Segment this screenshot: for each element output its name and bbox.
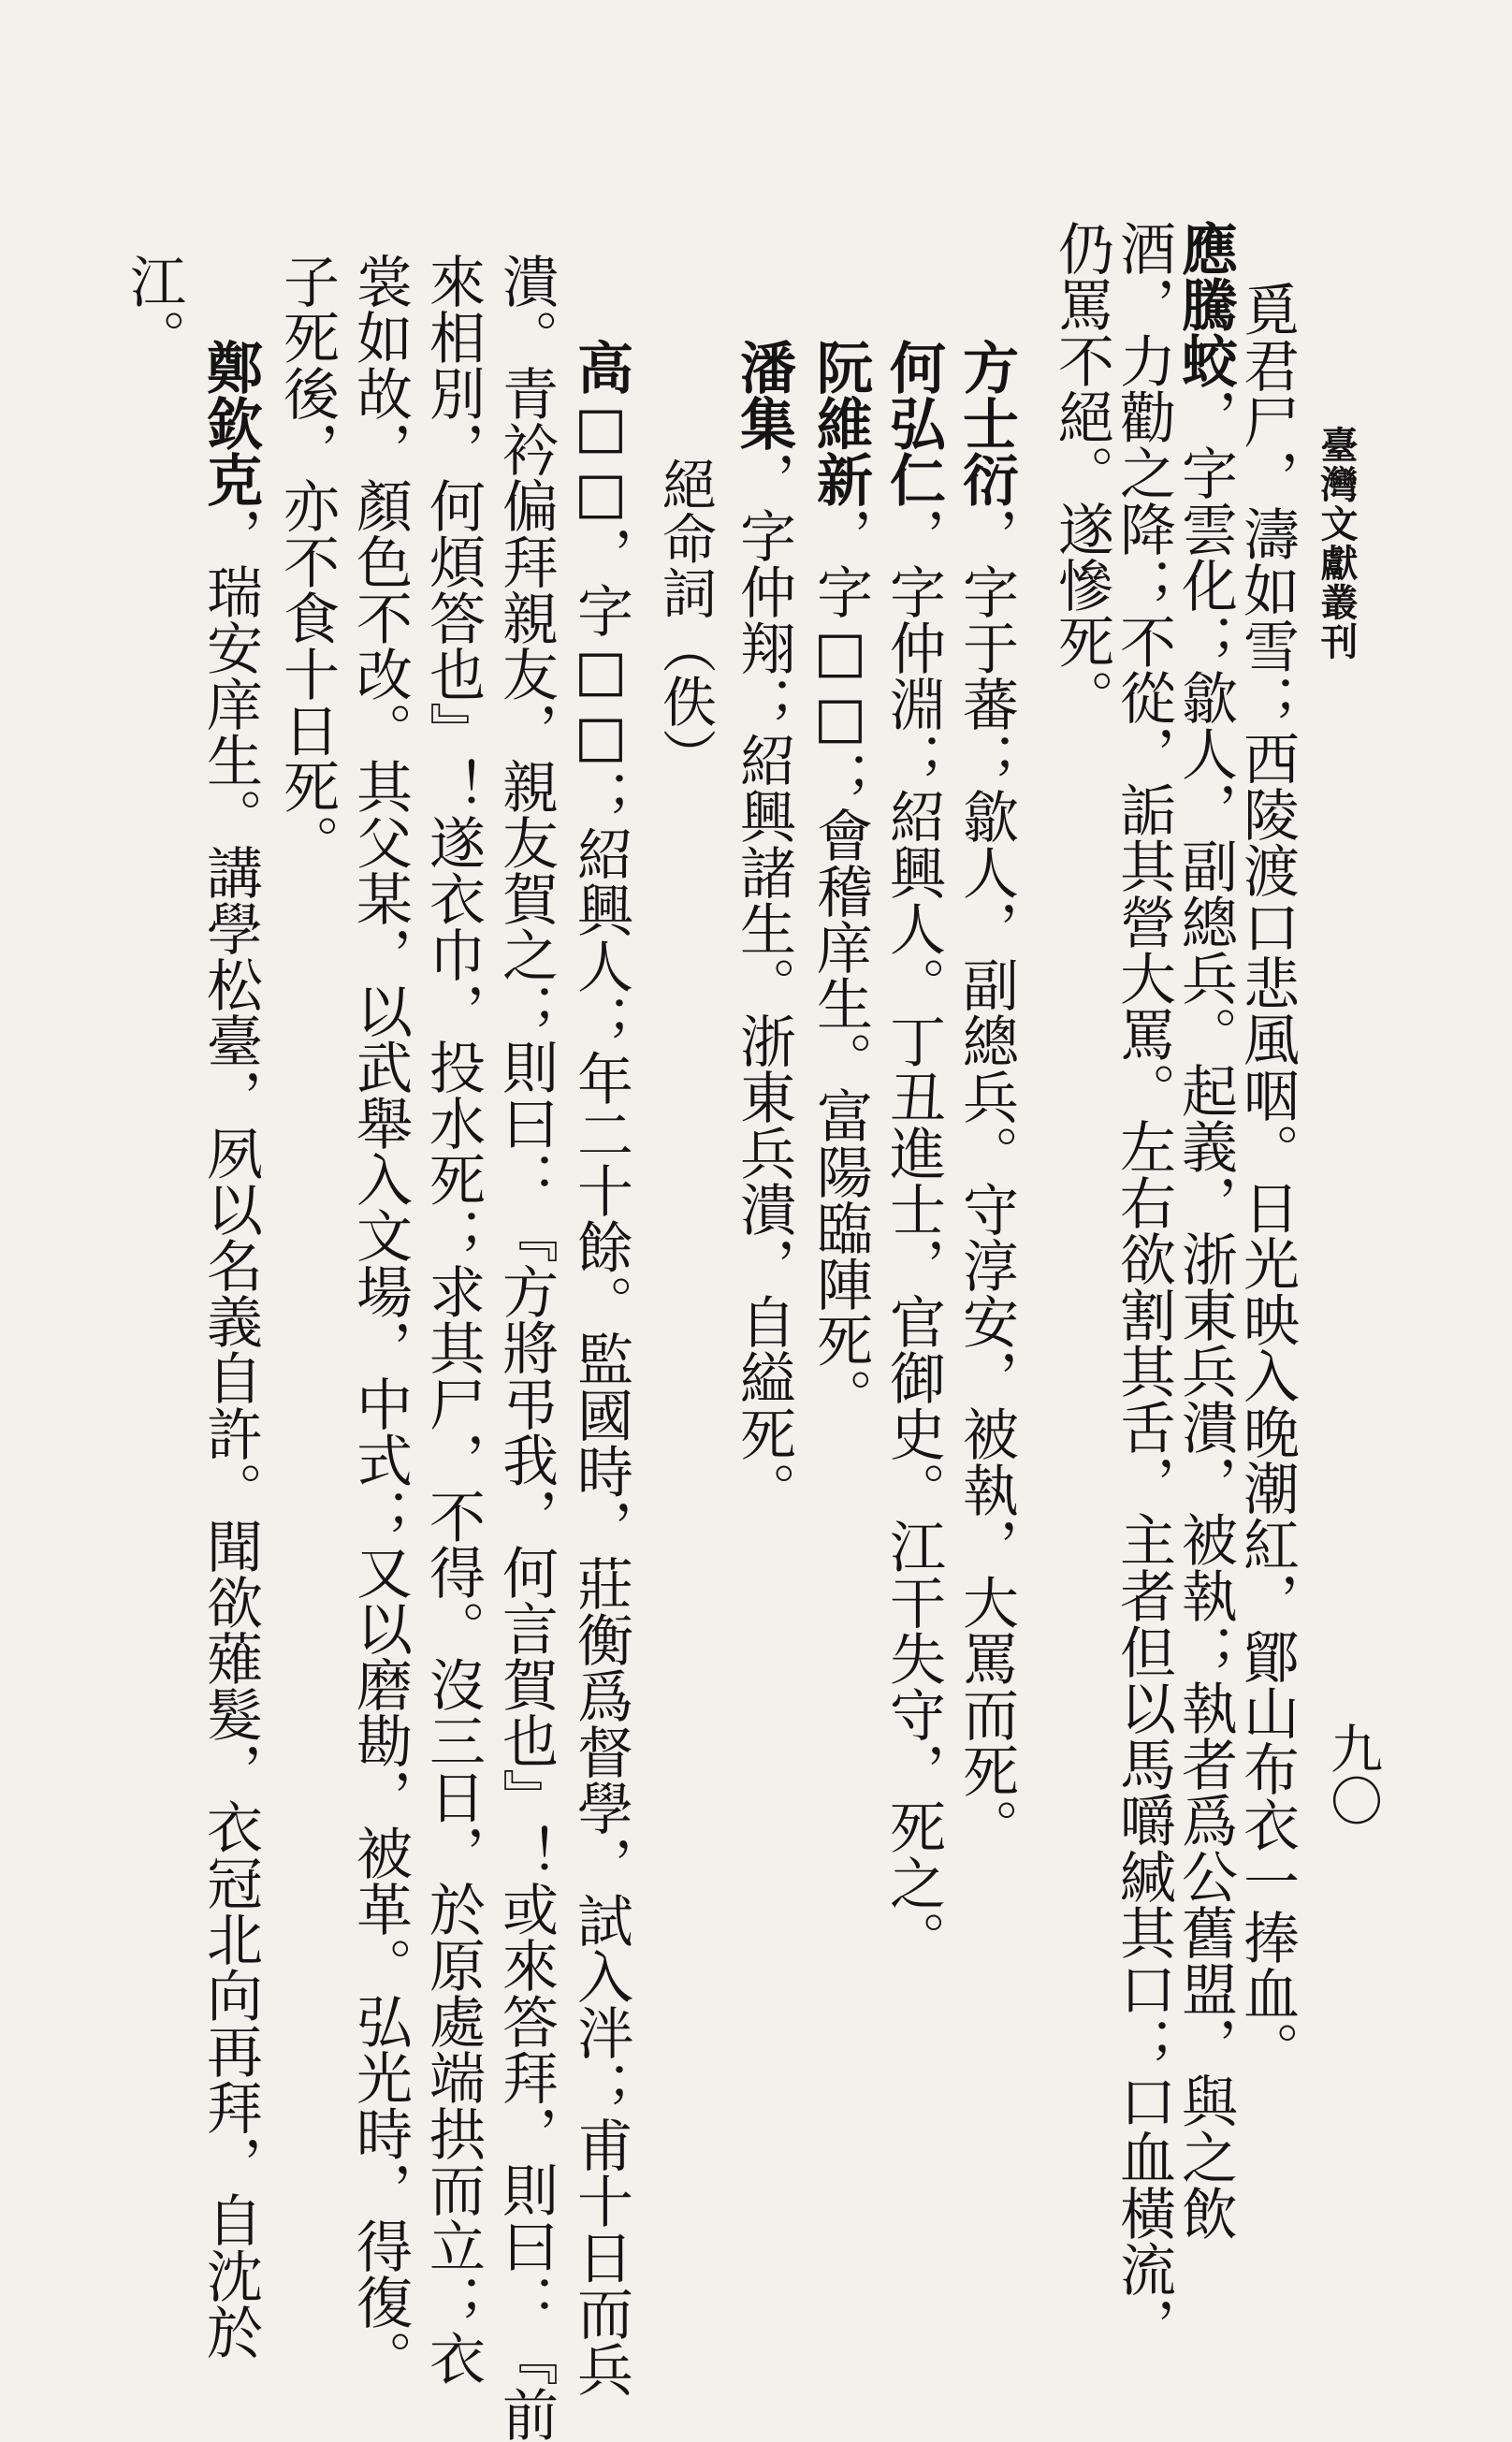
- text-column: [1111, 220, 1176, 2353]
- text-column: [1049, 220, 1114, 725]
- column-text: 覓君尸，濤如雪；西陵渡口悲風咽。日光映入晚潮紅，鄮山布衣一捧血。: [1234, 281, 1300, 2077]
- column-text: 裳如故，顏色不改。其父某，以武舉入文場，中式；又以磨勘，被革。弘光時，得復。: [347, 253, 413, 2386]
- column-text: 酒，力勸之降；不從，詬其營大罵。左右欲割其舌，主者但以馬嚼緘其口；口血橫流，: [1111, 220, 1176, 2353]
- running-header: 臺灣文獻叢刊: [1315, 426, 1359, 661]
- text-column: [274, 253, 340, 870]
- person-name: 方士衍: [953, 339, 1019, 507]
- text-column: [493, 253, 559, 2442]
- column-text: ，瑞安庠生。講學松臺，夙以名義自許。聞欲薙髮，衣冠北向再拜，自沈於: [197, 507, 263, 2360]
- text-column: [731, 339, 796, 1518]
- column-text: ，字雲化；歙人，副總兵。起義，浙東兵潰，被執；執者爲公舊盟，與之飲: [1172, 388, 1238, 2241]
- column-text: ，字□□；紹興人；年二十餘。監國時，莊衡爲督學，試入泮；甫十日而兵: [568, 526, 633, 2397]
- person-name: 高□□: [568, 339, 633, 526]
- text-column: [420, 253, 486, 2386]
- column-text: ，字仲淵；紹興人。丁丑進士，官御史。江干失守，死之。: [880, 507, 946, 1967]
- text-column: [880, 339, 946, 1967]
- column-text: 來相別，何煩答也』！遂衣巾，投水死；求其尸，不得。沒三日，於原處端拱而立；衣: [420, 253, 486, 2386]
- text-column: [807, 339, 873, 1424]
- column-text: ，字于蕃；歙人，副總兵。守淳安，被執，大罵而死。: [953, 507, 1019, 1854]
- person-name: 阮維新: [807, 339, 873, 507]
- text-column: [1172, 220, 1238, 2241]
- person-name: 何弘仁: [880, 339, 946, 507]
- column-text: ，字□□；會稽庠生。富陽臨陣死。: [807, 507, 873, 1424]
- text-column: [197, 339, 263, 2360]
- page-number: 九〇: [1322, 1722, 1383, 1826]
- section-title: 絕命詞（佚）: [653, 457, 717, 782]
- text-column: [953, 339, 1019, 1854]
- person-name: 潘集: [731, 339, 796, 451]
- column-text: ，字仲翔；紹興諸生。浙東兵潰，自縊死。: [731, 451, 796, 1518]
- column-text: 潰。青衿偏拜親友，親友賀之；則曰：『方將弔我，何言賀也』！或來答拜，則曰：『前: [493, 253, 559, 2442]
- text-column: [1234, 281, 1300, 2077]
- person-name: 鄭欽克: [197, 339, 263, 507]
- column-text: 江。: [121, 253, 186, 365]
- column-text: 子死後，亦不食十日死。: [274, 253, 340, 870]
- text-column: [121, 253, 186, 365]
- text-column: [568, 339, 633, 2397]
- person-name: 應騰蛟: [1172, 220, 1238, 388]
- text-column: [347, 253, 413, 2386]
- column-text: 仍罵不絕。遂慘死。: [1049, 220, 1114, 725]
